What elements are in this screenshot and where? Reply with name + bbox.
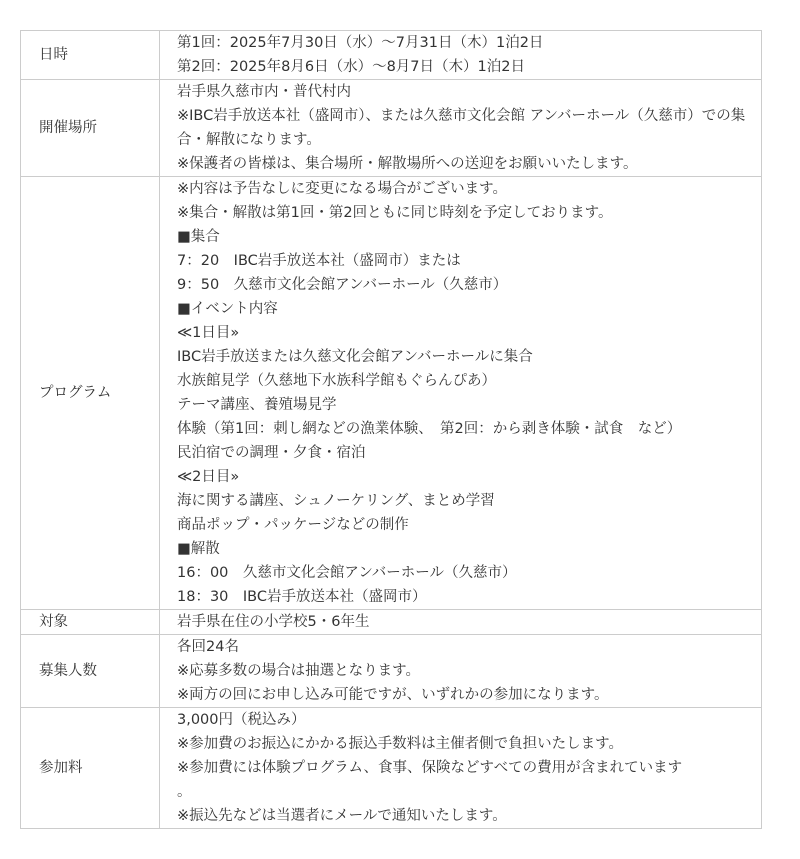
content-line: ※IBC岩手放送本社（盛岡市）、または久慈市文化会館 アンバーホール（久慈市）での集合・解散になります。 xyxy=(177,108,746,148)
row-label: 参加料 xyxy=(21,708,160,829)
content-line: ※応募多数の場合は抽選となります。 xyxy=(177,663,420,679)
content-line: 第1回：2025年7月30日（水）〜7月31日（木）1泊2日 xyxy=(177,35,544,51)
content-line: ※両方の回にお申し込み可能ですが、いずれかの参加になります。 xyxy=(177,687,609,703)
row-content xyxy=(160,635,762,708)
content-line: 水族館見学（久慈地下水族科学館もぐらんぴあ） xyxy=(177,373,496,389)
row-label: 募集人数 xyxy=(21,635,160,708)
content-line: ※集合・解散は第1回・第2回ともに同じ時刻を予定しております。 xyxy=(177,205,613,221)
row-label: 日時 xyxy=(21,31,160,80)
content-line: 岩手県在住の小学校5・6年生 xyxy=(177,614,370,630)
content-line: 岩手県久慈市内・普代村内 xyxy=(177,84,351,100)
content-line: 各回24名 xyxy=(177,639,239,655)
content-line: ※参加費のお振込にかかる振込手数料は主催者側で負担いたします。 xyxy=(177,736,623,752)
row-content xyxy=(160,610,762,635)
row-label: プログラム xyxy=(21,177,160,610)
row-datetime xyxy=(21,31,762,80)
content-line: ≪2日目» xyxy=(177,469,240,485)
row-venue xyxy=(21,80,762,177)
content-line: ≪1日目» xyxy=(177,325,240,341)
row-content xyxy=(160,177,762,610)
content-line: ■イベント内容 xyxy=(177,301,278,317)
content-line: 海に関する講座、シュノーケリング、まとめ学習 xyxy=(177,493,495,509)
content-line: 体験（第1回：刺し網などの漁業体験、 第2回：から剥き体験・試食 など） xyxy=(177,421,682,437)
row-target xyxy=(21,610,762,635)
content-line: ※参加費には体験プログラム、食事、保険などすべての費用が含まれています xyxy=(177,760,683,776)
row-content xyxy=(160,31,762,80)
event-info-table xyxy=(20,30,762,829)
content-line: ※保護者の皆様は、集合場所・解散場所への送迎をお願いいたします。 xyxy=(177,156,638,172)
content-line: 18：30 IBC岩手放送本社（盛岡市） xyxy=(177,589,427,605)
row-content xyxy=(160,708,762,829)
row-capacity xyxy=(21,635,762,708)
content-line: ※内容は予告なしに変更になる場合がございます。 xyxy=(177,181,507,197)
content-line: 第2回：2025年8月6日（水）〜8月7日（木）1泊2日 xyxy=(177,59,525,75)
row-fee xyxy=(21,708,762,829)
content-line: 3,000円（税込み） xyxy=(177,712,306,728)
row-content xyxy=(160,80,762,177)
content-line: ■解散 xyxy=(177,541,220,557)
content-line: ※振込先などは当選者にメールで通知いたします。 xyxy=(177,808,507,824)
content-line: 民泊宿での調理・夕食・宿泊 xyxy=(177,445,366,461)
content-line: 16：00 久慈市文化会館アンバーホール（久慈市） xyxy=(177,565,517,581)
content-line: 。 xyxy=(177,784,192,800)
content-line: ■集合 xyxy=(177,229,220,245)
row-program xyxy=(21,177,762,610)
content-line: テーマ講座、養殖場見学 xyxy=(177,397,337,413)
content-line: 9：50 久慈市文化会館アンバーホール（久慈市） xyxy=(177,277,508,293)
content-line: IBC岩手放送または久慈文化会館アンバーホールに集合 xyxy=(177,349,533,365)
content-line: 商品ポップ・パッケージなどの制作 xyxy=(177,517,409,533)
row-label: 開催場所 xyxy=(21,80,160,177)
row-label: 対象 xyxy=(21,610,160,635)
content-line: 7：20 IBC岩手放送本社（盛岡市）または xyxy=(177,253,461,269)
